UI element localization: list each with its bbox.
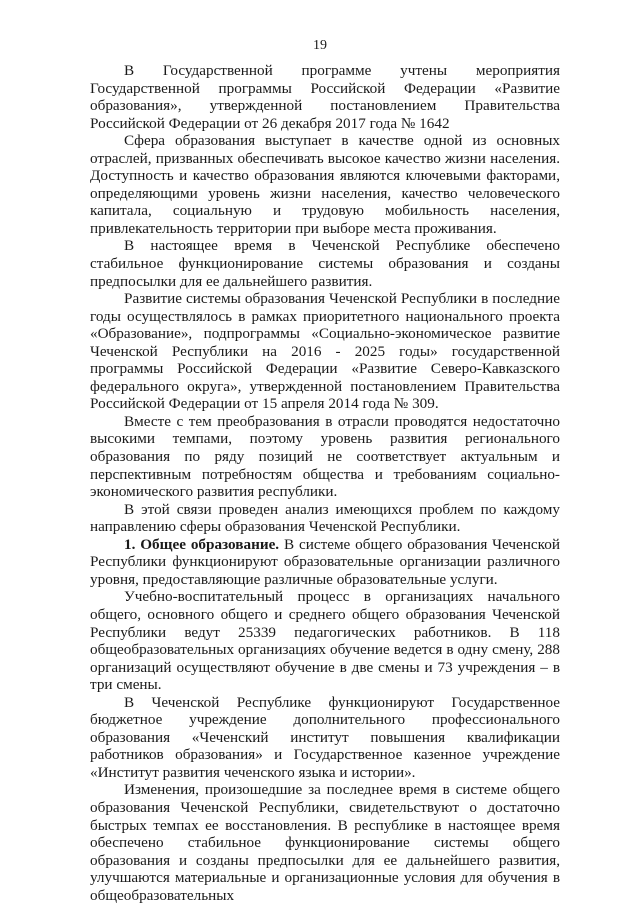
paragraph-text: Изменения, произошедшие за последнее время в системе общего образования Чеченской Республики, свидетельствуют о достаточно быстрых темпах ее восстановления. В республике в настоящее время обеспечено стабильное функционирование системы общего образования и созданы предпосылки для ее дальнейшего развития, улучшаются материальные и организационные условия для обучения в общеобразовательных <box>90 781 560 904</box>
section-heading: 1. Общее образование. <box>124 535 280 553</box>
paragraph <box>90 694 560 782</box>
paragraph-text: В этой связи проведен анализ имеющихся проблем по каждому направлению сферы образования Чеченской Республики. <box>90 500 560 536</box>
document-body <box>90 62 560 904</box>
paragraph-text: Вместе с тем преобразования в отрасли проводятся недостаточно высокими темпами, поэтому уровень развития регионального образования по ряду позиций не соответствует актуальным и перспективным потребностям общества и требованиям социально-экономического развития республики. <box>90 412 560 501</box>
paragraph <box>90 413 560 501</box>
paragraph <box>90 290 560 413</box>
paragraph <box>90 501 560 536</box>
paragraph-text: В Чеченской Республике функционируют Государственное бюджетное учреждение дополнительного профессионального образования «Чеченский институт повышения квалификации работников образования» и Государственное казенное учреждение «Институт развития чеченского языка и истории». <box>90 693 560 781</box>
paragraph-text: Учебно-воспитательный процесс в организациях начального общего, основного общего и среднего общего образования Чеченской Республики ведут 25339 педагогических работников. В 118 общеобразовательных организациях обучение ведется в одну смену, 288 организаций осуществляют обучение в две смены и 73 учреждения – в три смены. <box>90 588 560 694</box>
paragraph-text: Развитие системы образования Чеченской Республики в последние годы осуществлялось в рамках приоритетного национального проекта «Образование», подпрограммы «Социально-экономическое развитие Чеченской Республики на 2016 - 2025 годы» государственной программы Российской Федерации «Развитие Северо-Кавказского федерального округа», утвержденной постановлением Правительства Российской Федерации от 15 апреля 2014 года № 309. <box>90 290 560 413</box>
section-paragraph <box>90 536 560 589</box>
paragraph-text: В системе общего образования Чеченской Республики функционируют образовательные организации различного уровня, предоставляющие различные образовательные услуги. <box>90 535 560 588</box>
paragraph <box>90 62 560 132</box>
paragraph <box>90 237 560 290</box>
paragraph <box>90 781 560 904</box>
paragraph-text: В настоящее время в Чеченской Республике обеспечено стабильное функционирование системы образования и созданы предпосылки для ее дальнейшего развития. <box>90 237 560 290</box>
paragraph <box>90 588 560 693</box>
paragraph-text: В Государственной программе учтены мероприятия Государственной программы Российской Федерации «Развитие образования», утвержденной постановлением Правительства Российской Федерации от 26 декабря 2017 года № 1642 <box>90 62 560 132</box>
paragraph <box>90 132 560 237</box>
paragraph-text: Сфера образования выступает в качестве одной из основных отраслей, призванных обеспечивать высокое качество жизни населения. Доступность и качество образования являются ключевыми факторами, определяющими уровень жизни населения, качество человеческого капитала, социальную и трудовую мобильность населения, привлекательность территории при выборе места проживания. <box>90 132 560 237</box>
page-number: 19 <box>313 38 327 53</box>
